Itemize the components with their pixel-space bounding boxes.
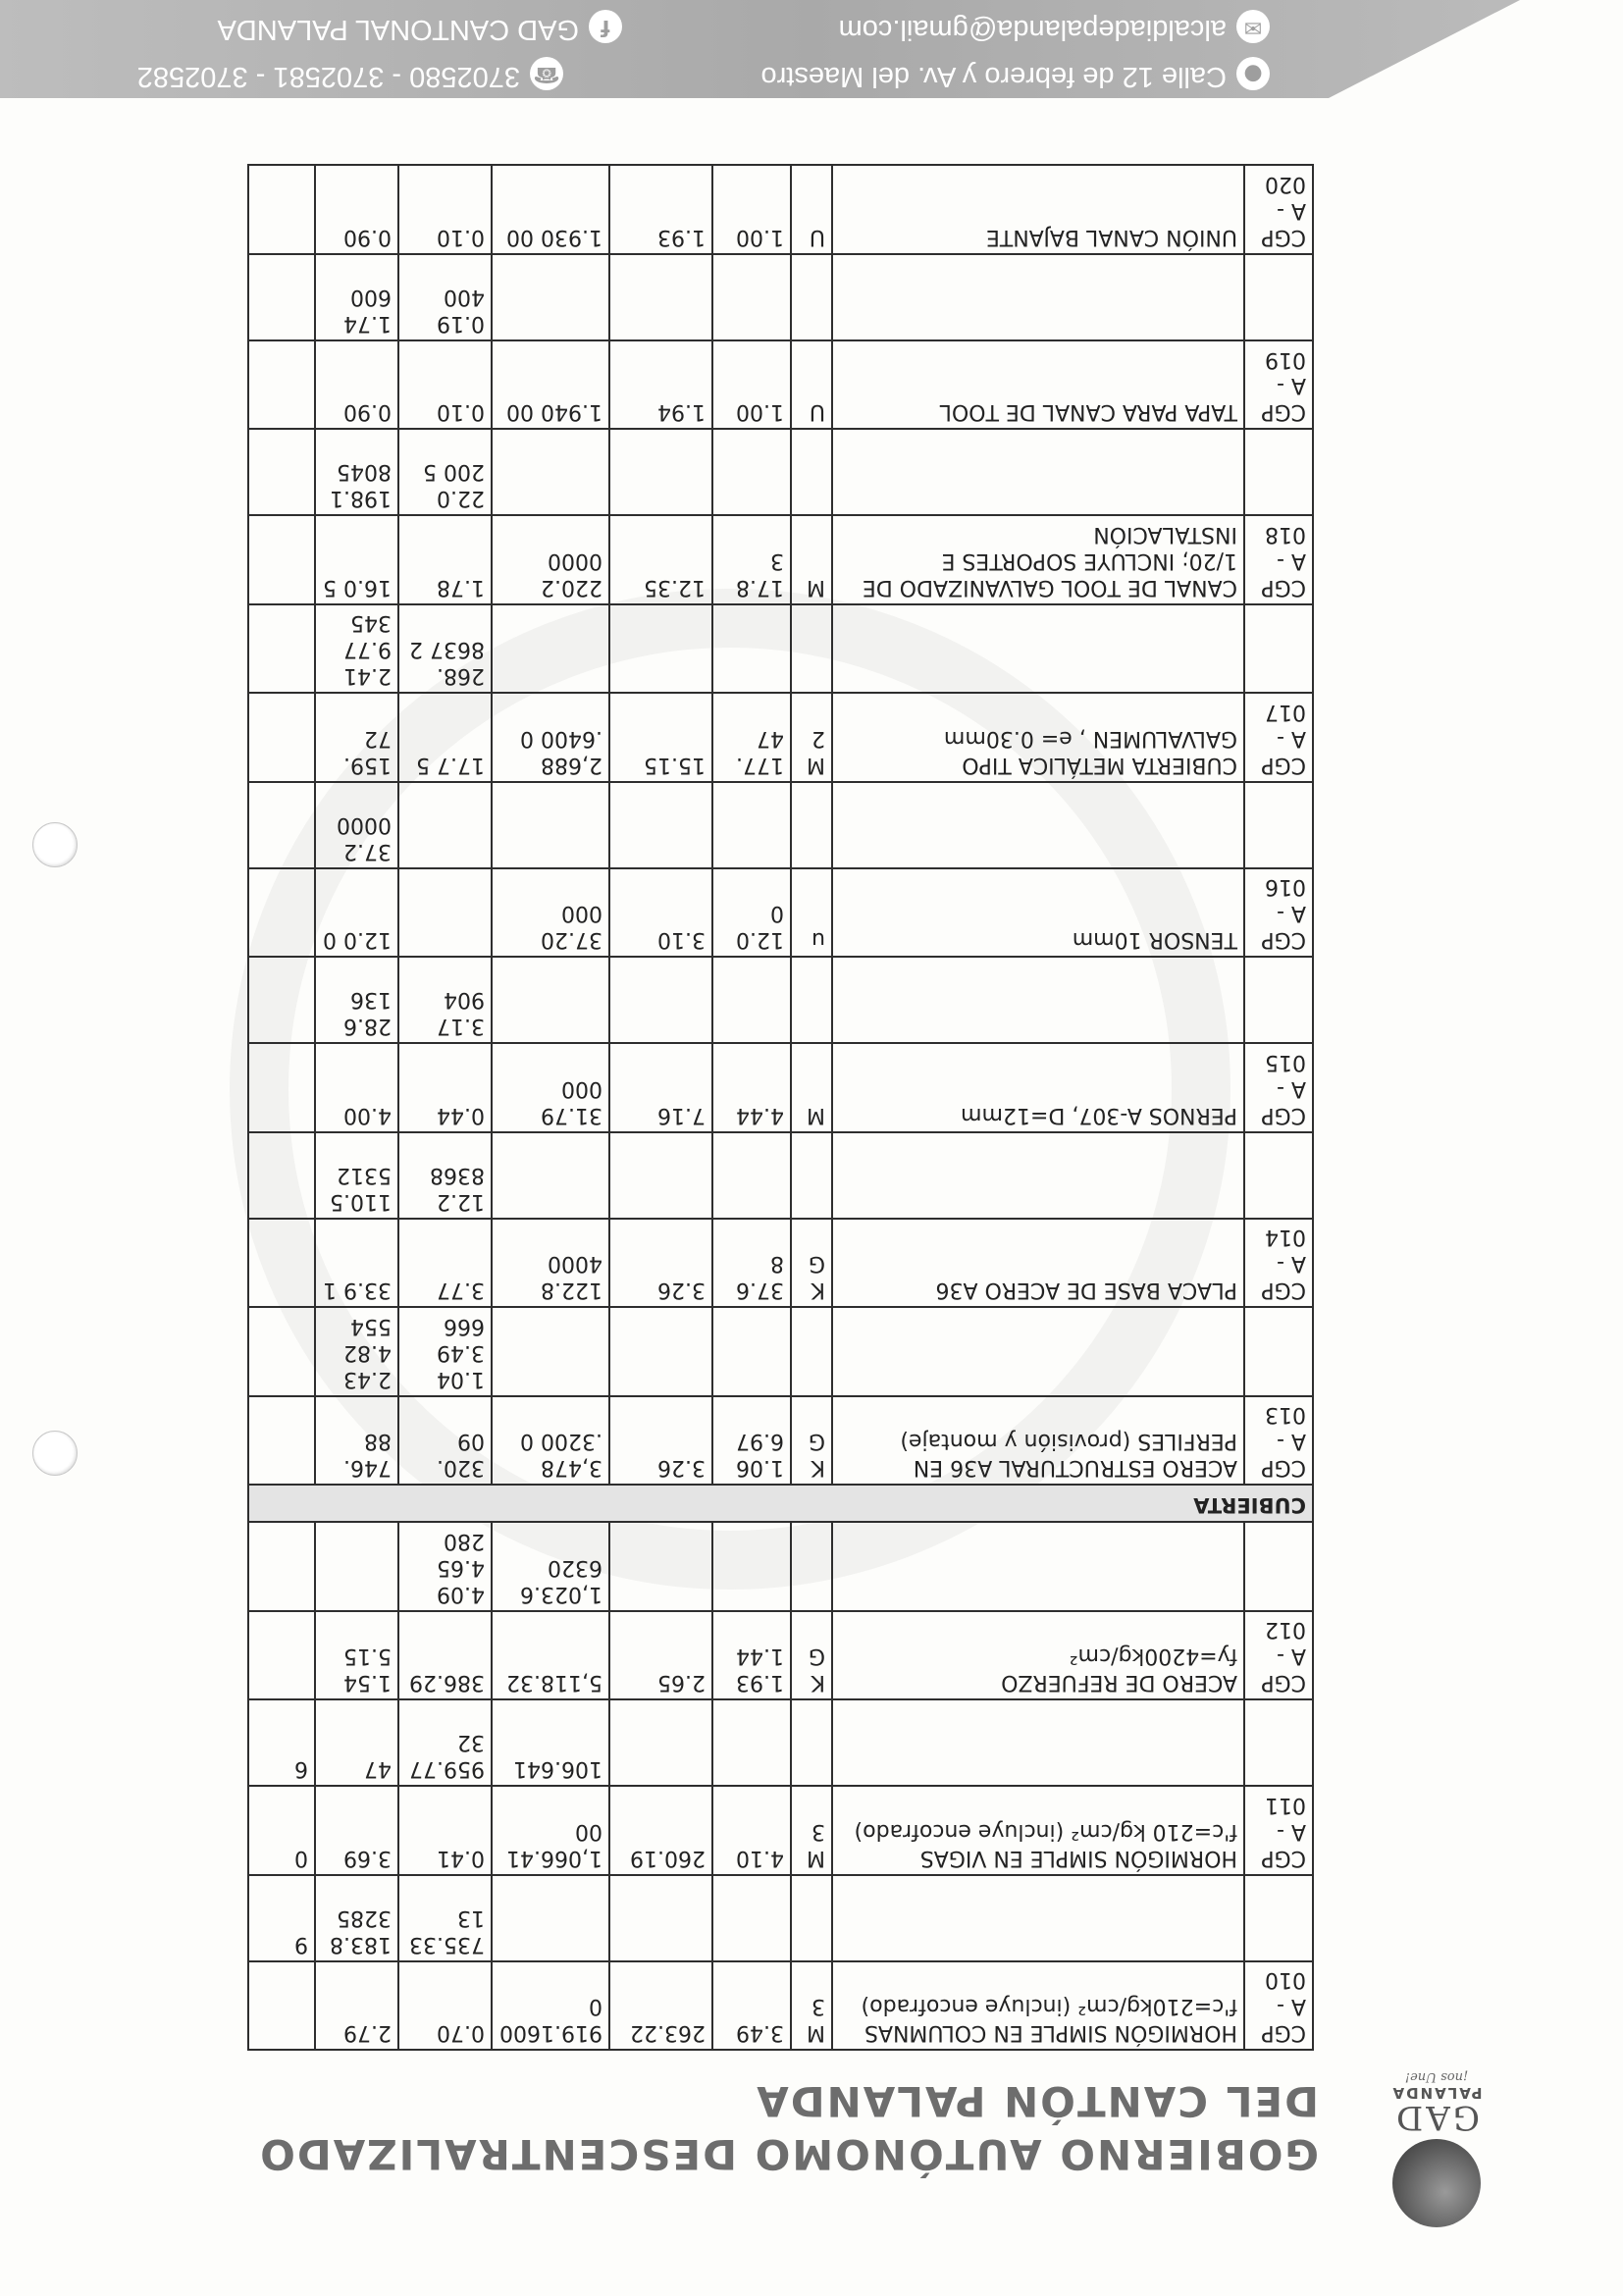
cell-description xyxy=(832,1307,1244,1395)
cell-unit xyxy=(791,782,832,868)
cell-value-5: 159. 72 xyxy=(315,693,398,781)
cell-total: 31.79 000 xyxy=(492,1043,609,1131)
cell-code xyxy=(1244,1307,1313,1395)
cell-quantity xyxy=(712,1522,791,1610)
cell-code: CGP A - 014 xyxy=(1244,1219,1313,1307)
cell-unit xyxy=(791,1132,832,1219)
cell-unit-price: 1.93 xyxy=(609,165,712,253)
cell-value-6 xyxy=(248,254,315,340)
cell-unit-price: 260.19 xyxy=(609,1786,712,1874)
cell-value-4: 386.29 xyxy=(398,1611,492,1699)
cell-value-4: 1.78 xyxy=(398,515,492,603)
footer-phones: 3702580 - 3702581 - 3702582 xyxy=(136,61,520,92)
cell-description xyxy=(832,1875,1244,1961)
cell-description xyxy=(832,254,1244,340)
cell-unit-price xyxy=(609,782,712,868)
cell-code: CGP A - 011 xyxy=(1244,1786,1313,1874)
organization-name: GOBIERNO AUTÓNOMO DESCENTRALIZADO xyxy=(258,2130,1319,2178)
location-pin-icon: ● xyxy=(1236,57,1270,90)
cell-code: CGP A - 019 xyxy=(1244,340,1313,429)
budget-table-container xyxy=(249,98,1314,2051)
logo-emblem-icon xyxy=(1392,2139,1481,2227)
cell-value-6 xyxy=(248,165,315,253)
cell-quantity: 37.6 8 xyxy=(712,1219,791,1307)
cell-total xyxy=(492,429,609,515)
cell-unit: KG xyxy=(791,1396,832,1485)
cell-total xyxy=(492,1307,609,1395)
cell-code: CGP A - 013 xyxy=(1244,1396,1313,1485)
cell-value-5: 183.83285 xyxy=(315,1875,398,1961)
cell-description: ACERO ESTRUCTURAL A36 EN PERFILES (provisión y montaje) xyxy=(832,1396,1244,1485)
cell-quantity: 1.00 xyxy=(712,340,791,429)
table-row xyxy=(248,1611,1313,1699)
budget-table xyxy=(247,164,1314,2051)
cell-value-6 xyxy=(248,1307,315,1395)
cell-total: 3,478 .3200 0 xyxy=(492,1396,609,1485)
cell-total xyxy=(492,1132,609,1219)
cell-unit-price xyxy=(609,1699,712,1786)
cell-value-6 xyxy=(248,1961,315,2050)
cell-quantity xyxy=(712,1875,791,1961)
cell-unit-price: 3.26 xyxy=(609,1219,712,1307)
table-row xyxy=(248,165,1313,253)
envelope-icon: ✉ xyxy=(1236,10,1270,43)
cell-quantity: 177. 47 xyxy=(712,693,791,781)
cell-quantity xyxy=(712,957,791,1043)
cell-value-6 xyxy=(248,1219,315,1307)
cell-unit: KG xyxy=(791,1611,832,1699)
cell-value-4: 3.17 904 xyxy=(398,957,492,1043)
cell-value-4: 4.09 4.65 280 xyxy=(398,1522,492,1610)
budget-table-body xyxy=(248,165,1313,2050)
cell-value-4 xyxy=(398,782,492,868)
footer-facebook: GAD CANTONAL PALANDA xyxy=(217,14,579,45)
table-row-continuation xyxy=(248,1132,1313,1219)
cell-value-5: 1.54 5.15 xyxy=(315,1611,398,1699)
cell-unit: u xyxy=(791,868,832,957)
cell-code xyxy=(1244,957,1313,1043)
cell-quantity: 12.0 0 xyxy=(712,868,791,957)
cell-quantity xyxy=(712,254,791,340)
table-row-continuation xyxy=(248,1875,1313,1961)
cell-unit-price: 2.65 xyxy=(609,1611,712,1699)
cell-description: UNIÓN CANAL BAJANTE xyxy=(832,165,1244,253)
cell-unit: KG xyxy=(791,1219,832,1307)
cell-quantity xyxy=(712,604,791,693)
cell-value-4: 3.77 xyxy=(398,1219,492,1307)
cell-value-5: 1.74 600 xyxy=(315,254,398,340)
cell-value-6 xyxy=(248,1043,315,1131)
cell-description xyxy=(832,1132,1244,1219)
cell-value-4: 0.44 xyxy=(398,1043,492,1131)
cell-unit: M3 xyxy=(791,1961,832,2050)
cell-quantity: 1.00 xyxy=(712,165,791,253)
cell-total: 919.16000 xyxy=(492,1961,609,2050)
cell-unit-price: 12.35 xyxy=(609,515,712,603)
section-row xyxy=(248,1485,1313,1522)
cell-description: PLACA BASE DE ACERO A36 xyxy=(832,1219,1244,1307)
cell-total: 106.641 xyxy=(492,1699,609,1786)
cell-value-5: 0.90 xyxy=(315,340,398,429)
cell-value-5: 33.9 1 xyxy=(315,1219,398,1307)
cell-total: 220.2 0000 xyxy=(492,515,609,603)
cell-unit-price: 1.94 xyxy=(609,340,712,429)
cell-description xyxy=(832,957,1244,1043)
cell-description xyxy=(832,782,1244,868)
cell-description xyxy=(832,1699,1244,1786)
cell-unit: U xyxy=(791,165,832,253)
letterhead xyxy=(53,2061,1525,2227)
logo-gad-text: GAD xyxy=(1393,2098,1480,2137)
cell-value-4: 1.04 3.49 666 xyxy=(398,1307,492,1395)
cell-description: ACERO DE REFUERZO fy=4200kg/cm² xyxy=(832,1611,1244,1699)
table-row-continuation xyxy=(248,254,1313,340)
cell-code xyxy=(1244,782,1313,868)
cell-total: 1.940 00 xyxy=(492,340,609,429)
cell-unit: U xyxy=(791,340,832,429)
table-row-continuation xyxy=(248,1699,1313,1786)
cell-value-5: 47 xyxy=(315,1699,398,1786)
table-row-continuation xyxy=(248,604,1313,693)
table-row-continuation xyxy=(248,1522,1313,1610)
cell-total: 1.930 00 xyxy=(492,165,609,253)
cell-unit-price xyxy=(609,1307,712,1395)
cell-code xyxy=(1244,604,1313,693)
cell-description: CUBIERTA METÁLICA TIPO GALVALUMEN , e= 0.30mm xyxy=(832,693,1244,781)
cell-quantity xyxy=(712,429,791,515)
cell-description xyxy=(832,429,1244,515)
cell-unit-price xyxy=(609,1132,712,1219)
cell-total xyxy=(492,254,609,340)
cell-unit-price: 3.10 xyxy=(609,868,712,957)
cell-value-6 xyxy=(248,868,315,957)
cell-unit xyxy=(791,1875,832,1961)
cell-total: 1,066.4100 xyxy=(492,1786,609,1874)
cell-description: HORMIGÓN SIMPLE EN VIGAS f'c=210 kg/cm² (incluye encofrado) xyxy=(832,1786,1244,1874)
table-row-continuation xyxy=(248,782,1313,868)
cell-total: 5,118.32 xyxy=(492,1611,609,1699)
cell-quantity: 17.8 3 xyxy=(712,515,791,603)
cell-unit: M xyxy=(791,1043,832,1131)
cell-code: CGP A - 018 xyxy=(1244,515,1313,603)
cell-quantity xyxy=(712,1699,791,1786)
cell-value-6 xyxy=(248,1522,315,1610)
cell-total: 122.8 4000 xyxy=(492,1219,609,1307)
cell-value-5: 198.1 8045 xyxy=(315,429,398,515)
cell-value-4: 12.2 8368 xyxy=(398,1132,492,1219)
cell-quantity xyxy=(712,1132,791,1219)
cell-value-6 xyxy=(248,1132,315,1219)
cell-unit xyxy=(791,429,832,515)
cell-value-4: 0.41 xyxy=(398,1786,492,1874)
cell-value-5: 3.69 xyxy=(315,1786,398,1874)
cell-value-4: 735.3313 xyxy=(398,1875,492,1961)
table-row xyxy=(248,1961,1313,2050)
cell-unit-price xyxy=(609,429,712,515)
cell-unit-price xyxy=(609,957,712,1043)
cell-value-5: 0.90 xyxy=(315,165,398,253)
cell-value-6 xyxy=(248,693,315,781)
cell-quantity: 4.10 xyxy=(712,1786,791,1874)
cell-value-5: 37.2 0000 xyxy=(315,782,398,868)
municipal-logo xyxy=(1348,2061,1525,2227)
cell-quantity xyxy=(712,1307,791,1395)
table-row xyxy=(248,340,1313,429)
cell-total: 37.20 000 xyxy=(492,868,609,957)
cell-total: 2,688 .6400 0 xyxy=(492,693,609,781)
cell-value-6 xyxy=(248,429,315,515)
cell-value-6: 0 xyxy=(248,1786,315,1874)
cell-value-6 xyxy=(248,515,315,603)
cell-value-5: 2.79 xyxy=(315,1961,398,2050)
cell-quantity xyxy=(712,782,791,868)
logo-slogan: ¡nos Une! xyxy=(1404,2069,1469,2084)
punch-hole-top xyxy=(32,1431,78,1476)
cell-unit: M2 xyxy=(791,693,832,781)
cell-total xyxy=(492,782,609,868)
cell-description: HORMIGÓN SIMPLE EN COLUMNAS f'c=210kg/cm² (incluye encofrado) xyxy=(832,1961,1244,2050)
table-row-continuation xyxy=(248,957,1313,1043)
table-row xyxy=(248,515,1313,603)
cell-code xyxy=(1244,254,1313,340)
table-row xyxy=(248,1043,1313,1131)
logo-palanda-text: PALANDA xyxy=(1390,2084,1483,2102)
cell-value-5: 2.41 9.77 345 xyxy=(315,604,398,693)
cell-description: TAPA PARA CANAL DE TOOL xyxy=(832,340,1244,429)
cell-value-6 xyxy=(248,1611,315,1699)
footer-bar xyxy=(0,0,1623,98)
cell-description: PERNOS A-307, D=12mm xyxy=(832,1043,1244,1131)
cell-code: CGP A - 010 xyxy=(1244,1961,1313,2050)
cell-code xyxy=(1244,429,1313,515)
table-row xyxy=(248,1219,1313,1307)
cell-value-4 xyxy=(398,868,492,957)
cell-quantity: 3.49 xyxy=(712,1961,791,2050)
cell-unit xyxy=(791,957,832,1043)
cell-code xyxy=(1244,1132,1313,1219)
cell-value-6 xyxy=(248,782,315,868)
cell-value-6 xyxy=(248,340,315,429)
cell-value-4: 959.7732 xyxy=(398,1699,492,1786)
cell-unit xyxy=(791,604,832,693)
cell-unit-price xyxy=(609,604,712,693)
cell-value-5: 746. 88 xyxy=(315,1396,398,1485)
cell-value-6: 6 xyxy=(248,1699,315,1786)
facebook-icon: f xyxy=(589,10,622,43)
cell-quantity: 1.06 6.97 xyxy=(712,1396,791,1485)
cell-value-4: 0.70 xyxy=(398,1961,492,2050)
cell-description xyxy=(832,604,1244,693)
cell-unit: M xyxy=(791,515,832,603)
cell-unit-price: 15.15 xyxy=(609,693,712,781)
cell-quantity: 1.93 1.44 xyxy=(712,1611,791,1699)
cell-code: CGP A - 015 xyxy=(1244,1043,1313,1131)
cell-value-5: 16.0 5 xyxy=(315,515,398,603)
cell-description: CANAL DE TOOL GALVANIZADO DE 1/20; INCLUYE SOPORTES E INSTALACIÓN xyxy=(832,515,1244,603)
cell-quantity: 4.44 xyxy=(712,1043,791,1131)
table-row-continuation xyxy=(248,1307,1313,1395)
cell-total xyxy=(492,604,609,693)
cell-unit-price xyxy=(609,254,712,340)
table-row xyxy=(248,868,1313,957)
cell-value-4: 22.0 200 5 xyxy=(398,429,492,515)
cell-code: CGP A - 012 xyxy=(1244,1611,1313,1699)
cell-unit-price: 263.22 xyxy=(609,1961,712,2050)
table-row-continuation xyxy=(248,429,1313,515)
table-row xyxy=(248,1396,1313,1485)
cell-unit xyxy=(791,1307,832,1395)
phone-icon: ☎ xyxy=(530,57,563,90)
cell-total: 1,023.6 6320 xyxy=(492,1522,609,1610)
cell-value-6: 9 xyxy=(248,1875,315,1961)
cell-unit xyxy=(791,254,832,340)
footer-cutout xyxy=(1329,0,1623,98)
table-row xyxy=(248,1786,1313,1874)
cell-unit-price: 3.26 xyxy=(609,1396,712,1485)
cell-value-6 xyxy=(248,957,315,1043)
cell-unit-price xyxy=(609,1875,712,1961)
cell-value-5 xyxy=(315,1522,398,1610)
cell-code: CGP A - 016 xyxy=(1244,868,1313,957)
cell-description xyxy=(832,1522,1244,1610)
cell-code xyxy=(1244,1875,1313,1961)
cell-value-4: 0.10 xyxy=(398,340,492,429)
cell-code: CGP A - 020 xyxy=(1244,165,1313,253)
cell-unit xyxy=(791,1522,832,1610)
cell-value-6 xyxy=(248,1396,315,1485)
cell-value-6 xyxy=(248,604,315,693)
cell-value-5: 110.5 5312 xyxy=(315,1132,398,1219)
cell-value-5: 12.0 0 xyxy=(315,868,398,957)
cell-code xyxy=(1244,1522,1313,1610)
footer-email: alcaldiadepalanda@gmail.com xyxy=(838,14,1227,45)
table-row xyxy=(248,693,1313,781)
cell-value-5: 4.00 xyxy=(315,1043,398,1131)
cell-unit-price: 7.16 xyxy=(609,1043,712,1131)
footer-address: Calle 12 de febrero y Av. del Maestro xyxy=(760,61,1227,92)
cell-unit-price xyxy=(609,1522,712,1610)
cell-value-4: 320. 09 xyxy=(398,1396,492,1485)
cell-unit xyxy=(791,1699,832,1786)
cell-code xyxy=(1244,1699,1313,1786)
section-label: CUBIERTA xyxy=(248,1485,1313,1522)
cell-total xyxy=(492,1875,609,1961)
cell-value-4: 0.10 xyxy=(398,165,492,253)
cell-value-5: 2.43 4.82 554 xyxy=(315,1307,398,1395)
cell-value-5: 28.6 136 xyxy=(315,957,398,1043)
cell-value-4: 17.7 5 xyxy=(398,693,492,781)
cell-code: CGP A - 017 xyxy=(1244,693,1313,781)
cell-unit: M3 xyxy=(791,1786,832,1874)
organization-canton: DEL CANTÓN PALANDA xyxy=(755,2077,1319,2125)
cell-description: TENSOR 10mm xyxy=(832,868,1244,957)
cell-total xyxy=(492,957,609,1043)
punch-hole-bottom xyxy=(32,822,78,867)
cell-value-4: 268. 8637 2 xyxy=(398,604,492,693)
cell-value-4: 0.19 400 xyxy=(398,254,492,340)
